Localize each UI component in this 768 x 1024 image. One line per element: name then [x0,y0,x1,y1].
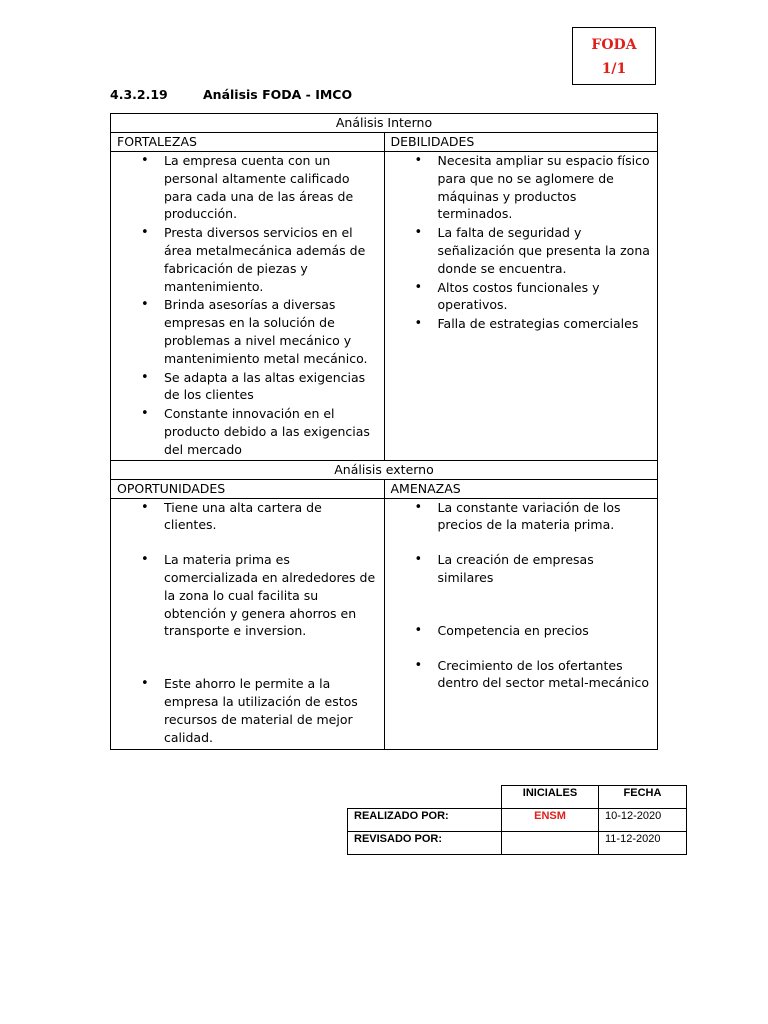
iniciales-header: INICIALES [502,786,599,809]
oportunidades-header: OPORTUNIDADES [111,479,385,498]
amenaza-item: • La constante variación de los precios de la materia prima. [385,499,658,535]
amenaza-item: • Competencia en precios [385,622,658,640]
fortaleza-item: • La empresa cuenta con un personal altamente calificado para cada una de las áreas de producción. [111,152,384,223]
signature-row-realizado [348,809,687,832]
oportunidad-item: • Tiene una alta cartera de clientes. [111,499,384,535]
fecha-header: FECHA [599,786,687,809]
debilidad-item: • Falla de estrategias comerciales [385,315,658,333]
debilidad-item: • La falta de seguridad y señalización que presenta la zona donde se encuentra. [385,224,658,277]
fortaleza-item: • Brinda asesorías a diversas empresas en la solución de problemas a nivel mecánico y mantenimiento metal mecánico. [111,296,384,367]
signature-table [347,785,687,855]
revisado-fecha: 11-12-2020 [599,832,687,855]
internal-analysis-header: Análisis Interno [111,114,658,133]
page-count: 1/1 [601,61,627,77]
debilidad-item: • Necesita ampliar su espacio físico para que no se aglomere de máquinas y productos terminados. [385,152,658,223]
amenazas-header: AMENAZAS [384,479,658,498]
swot-table [110,113,658,750]
signature-row-revisado [348,832,687,855]
debilidad-item: • Altos costos funcionales y operativos. [385,279,658,315]
debilidades-cell [384,152,658,461]
fortalezas-header: FORTALEZAS [111,133,385,152]
realizado-iniciales-value: ENSM [534,810,566,822]
foda-label: FODA [591,37,637,53]
revisado-label: REVISADO POR: [348,832,502,855]
fortaleza-item: • Presta diversos servicios en el área metalmecánica además de fabricación de piezas y mantenimiento. [111,224,384,295]
fortalezas-cell [111,152,385,461]
revisado-iniciales [502,832,599,855]
debilidades-header: DEBILIDADES [384,133,658,152]
oportunidad-item: • La materia prima es comercializada en alrededores de la zona lo cual facilita su obtención y genera ahorros en transporte e inversion. [111,551,384,640]
fortaleza-item: • Constante innovación en el producto debido a las exigencias del mercado [111,405,384,458]
section-number: 4.3.2.19 [110,87,168,102]
amenaza-item: • La creación de empresas similares [385,551,658,587]
amenazas-cell [384,498,658,749]
section-title: Análisis FODA - IMCO [203,87,353,102]
realizado-fecha: 10-12-2020 [599,809,687,832]
realizado-iniciales [502,809,599,832]
realizado-label: REALIZADO POR: [348,809,502,832]
fortaleza-item: • Se adapta a las altas exigencias de los clientes [111,369,384,405]
foda-page-box [572,27,656,85]
signature-corner [348,786,502,809]
oportunidades-cell [111,498,385,749]
amenaza-item: • Crecimiento de los ofertantes dentro del sector metal-mecánico [385,657,658,693]
external-analysis-header: Análisis externo [111,460,658,479]
oportunidad-item: • Este ahorro le permite a la empresa la utilización de estos recursos de material de mejor calidad. [111,675,384,746]
